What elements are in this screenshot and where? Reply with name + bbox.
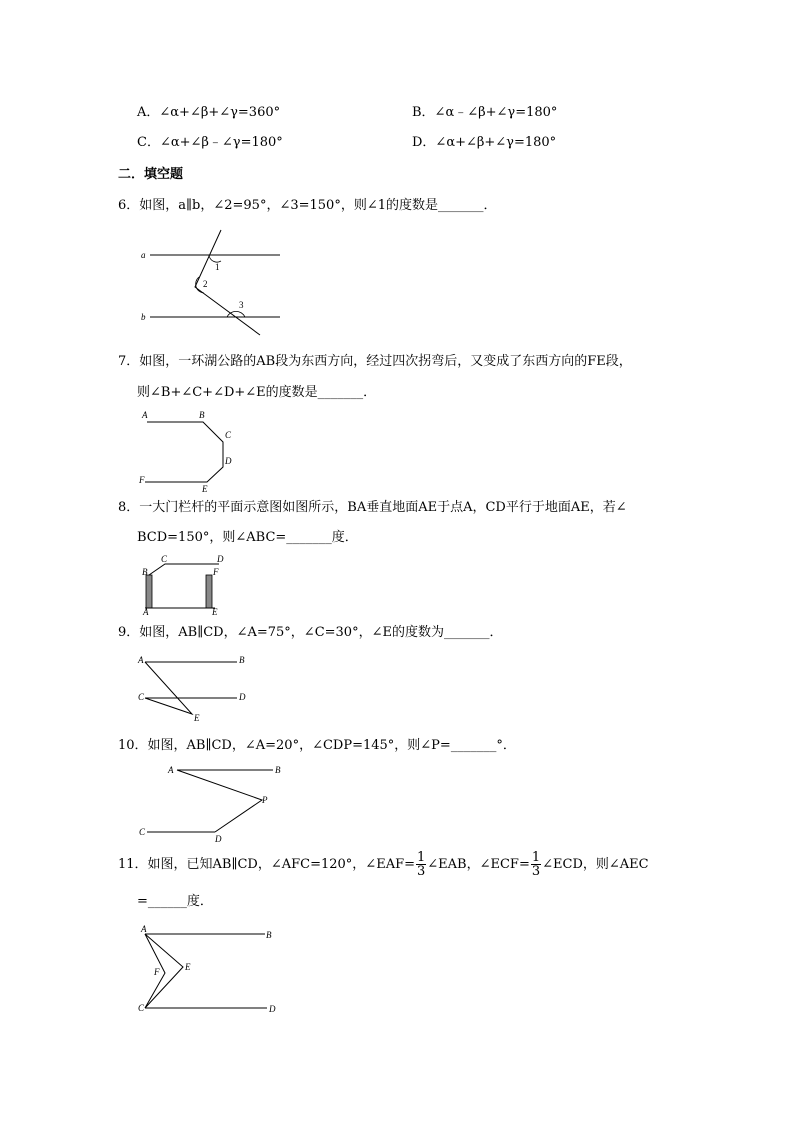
question-9-figure	[135, 650, 255, 725]
question-10-figure	[135, 760, 285, 845]
question-10-text: 10．如图，AB∥CD，∠A=20°，∠CDP=145°，则∠P=_______°．	[118, 738, 516, 753]
label-2: 2	[203, 279, 208, 289]
question-11-line2: =______度．	[137, 894, 213, 909]
label-E: E	[194, 713, 200, 723]
question-9-text: 9．如图，AB∥CD，∠A=75°，∠C=30°，∠E的度数为_______．	[118, 625, 503, 640]
question-11-part2: ∠EAB，∠ECF=	[427, 857, 530, 872]
label-C: C	[138, 692, 145, 702]
question-11-part3: ∠ECD，则∠AEC	[542, 857, 649, 872]
label-a: a	[141, 250, 146, 260]
label-A: A	[142, 410, 148, 420]
label-F: F	[213, 567, 219, 577]
label-E: E	[185, 962, 191, 972]
label-E: E	[202, 484, 208, 494]
section-title: 二．填空题	[118, 167, 184, 182]
fraction-one-third-2: $\frac{1}{3}$	[531, 850, 541, 879]
fraction-one-third: $\frac{1}{3}$	[417, 850, 426, 879]
label-A: A	[143, 607, 149, 617]
label-A: A	[168, 765, 174, 775]
label-B: B	[142, 567, 148, 577]
label-C: C	[138, 1003, 145, 1013]
label-F: F	[139, 475, 145, 485]
question-8-line1: 8．一大门栏杆的平面示意图如图所示，BA垂直地面AE于点A，CD平行于地面AE，若∠	[118, 500, 627, 515]
option-d: D．∠α+∠β+∠γ=180°	[412, 135, 557, 150]
option-a: A．∠α+∠β+∠γ=360°	[137, 105, 281, 120]
label-B: B	[239, 655, 245, 665]
option-b: B．∠α﹣∠β+∠γ=180°	[412, 105, 558, 120]
label-B: B	[266, 930, 272, 940]
label-D: D	[217, 554, 224, 564]
question-11-line1	[118, 848, 649, 882]
label-A: A	[141, 924, 147, 934]
question-7-line1: 7．如图，一环湖公路的AB段为东西方向，经过四次拐弯后，又变成了东西方向的FE段，	[118, 354, 632, 369]
question-8-line2: BCD=150°，则∠ABC=_______度．	[137, 530, 358, 545]
broken-line	[177, 770, 262, 832]
question-11-part1: 11．如图，已知AB∥CD，∠AFC=120°，∠EAF=	[118, 857, 415, 872]
label-b: b	[141, 312, 146, 322]
label-C: C	[139, 827, 146, 837]
label-C: C	[161, 554, 168, 564]
question-7-line2: 则∠B+∠C+∠D+∠E的度数是_______．	[137, 385, 377, 400]
label-F: F	[154, 967, 160, 977]
question-6-figure	[135, 225, 295, 340]
gate-bar	[149, 564, 219, 575]
question-8-figure	[135, 553, 235, 615]
label-C: C	[225, 430, 232, 440]
label-A: A	[138, 655, 144, 665]
option-c: C．∠α+∠β﹣∠γ=180°	[137, 135, 283, 150]
label-D: D	[215, 834, 222, 844]
label-B: B	[275, 765, 281, 775]
label-3: 3	[239, 300, 244, 310]
question-6-text: 6．如图，a∥b，∠2=95°，∠3=150°，则∠1的度数是_______．	[118, 198, 497, 213]
label-1: 1	[215, 262, 220, 272]
label-B: B	[199, 410, 205, 420]
question-11-figure	[135, 922, 285, 1022]
label-E: E	[212, 607, 218, 617]
label-D: D	[269, 1004, 276, 1014]
question-7-figure	[135, 405, 245, 494]
label-D: D	[225, 456, 232, 466]
road-path	[145, 422, 223, 482]
label-P: P	[262, 795, 268, 805]
label-D: D	[239, 692, 246, 702]
triangle-lines	[145, 662, 192, 714]
post-right	[206, 575, 212, 608]
post-left	[146, 575, 152, 608]
